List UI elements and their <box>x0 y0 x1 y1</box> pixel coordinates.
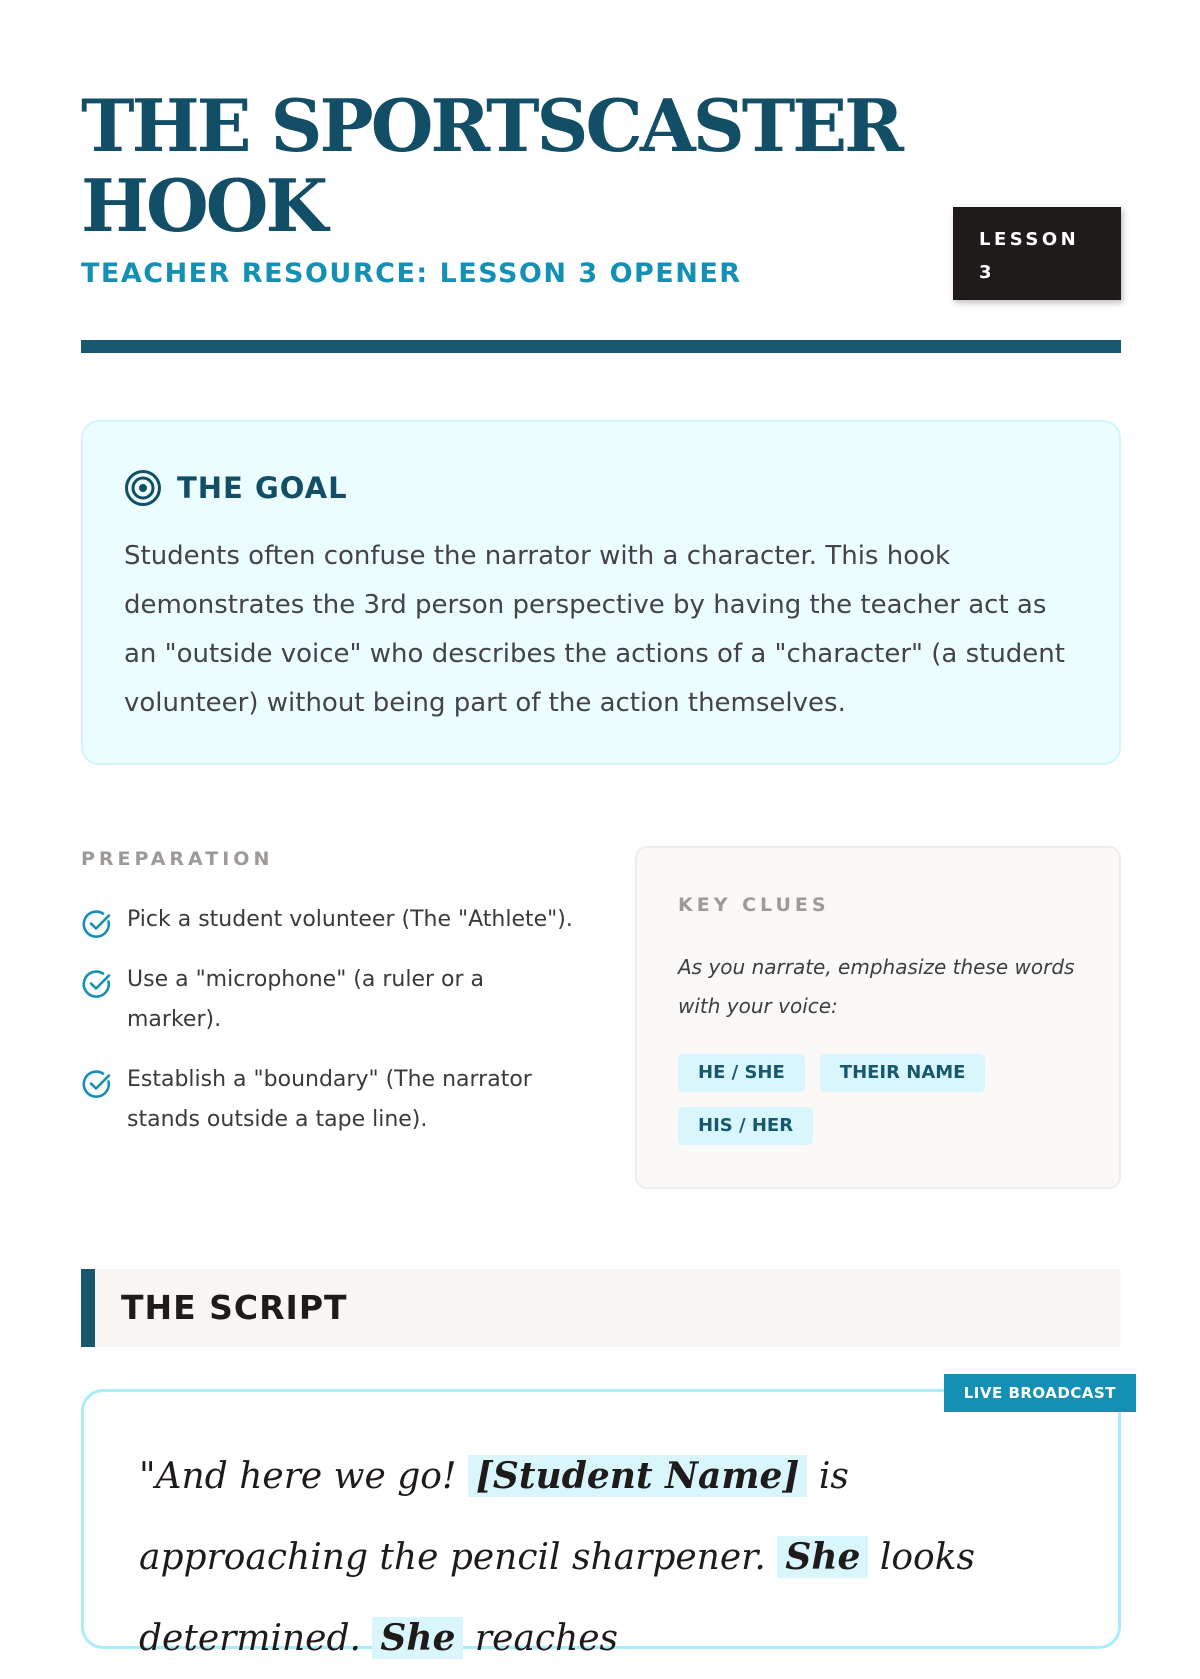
clue-tag-their-name: THEIR NAME <box>820 1054 986 1092</box>
preparation-item-text: Establish a "boundary" (The narrator stands outside a tape line). <box>127 1067 532 1132</box>
live-broadcast-badge: LIVE BROADCAST <box>944 1374 1136 1412</box>
lesson-badge-number: 3 <box>979 262 996 283</box>
goal-title: THE GOAL <box>177 471 348 505</box>
script-card <box>81 1384 1121 1659</box>
page-subtitle: TEACHER RESOURCE: LESSON 3 OPENER <box>81 258 742 289</box>
header-divider <box>81 340 1121 353</box>
goal-heading <box>124 468 348 508</box>
preparation-item-text: Pick a student volunteer (The "Athlete"). <box>127 907 573 932</box>
script-section-header <box>81 1269 1121 1347</box>
preparation-label: PREPARATION <box>81 848 274 870</box>
script-segment: reaches <box>463 1618 619 1659</box>
key-clues-tags <box>678 1054 1078 1145</box>
script-accent-bar <box>81 1269 95 1347</box>
script-highlight-pronoun: She <box>372 1617 463 1659</box>
script-title: THE SCRIPT <box>121 1288 348 1327</box>
lesson-badge-word: LESSON <box>979 229 1080 250</box>
script-segment: looks determined. <box>139 1537 975 1659</box>
page-title: THE SPORTSCASTER HOOK <box>81 83 902 248</box>
preparation-section <box>81 848 581 1160</box>
key-clues-card <box>635 846 1121 1189</box>
list-item <box>81 900 581 940</box>
check-circle-icon <box>81 908 113 940</box>
preparation-list <box>81 900 581 1140</box>
lesson-badge <box>953 207 1121 300</box>
check-circle-icon <box>81 1068 113 1100</box>
script-segment: is approaching the pencil sharpener. <box>139 1456 849 1578</box>
page-header <box>81 83 1121 302</box>
clue-tag-he-she: HE / SHE <box>678 1054 805 1092</box>
check-circle-icon <box>81 968 113 1000</box>
list-item <box>81 960 581 1040</box>
page <box>81 0 1121 1659</box>
key-clues-label: KEY CLUES <box>678 894 830 916</box>
script-text <box>139 1436 1039 1679</box>
script-segment: "And here we go! <box>139 1456 468 1497</box>
goal-card <box>81 420 1121 765</box>
script-highlight-name: [Student Name] <box>468 1455 808 1497</box>
clue-tag-his-her: HIS / HER <box>678 1107 813 1145</box>
list-item <box>81 1060 581 1140</box>
script-highlight-pronoun: She <box>777 1536 868 1578</box>
key-clues-instruction: As you narrate, emphasize these words with your voice: <box>678 955 1075 1018</box>
goal-body: Students often confuse the narrator with a character. This hook demonstrates the 3rd person perspective by having the teacher act as an "outside voice" who describes the actions of a "character" (a student volunteer) without being part of the action themselves. <box>124 541 1065 718</box>
preparation-item-text: Use a "microphone" (a ruler or a marker). <box>127 967 485 1032</box>
target-icon <box>124 469 162 507</box>
